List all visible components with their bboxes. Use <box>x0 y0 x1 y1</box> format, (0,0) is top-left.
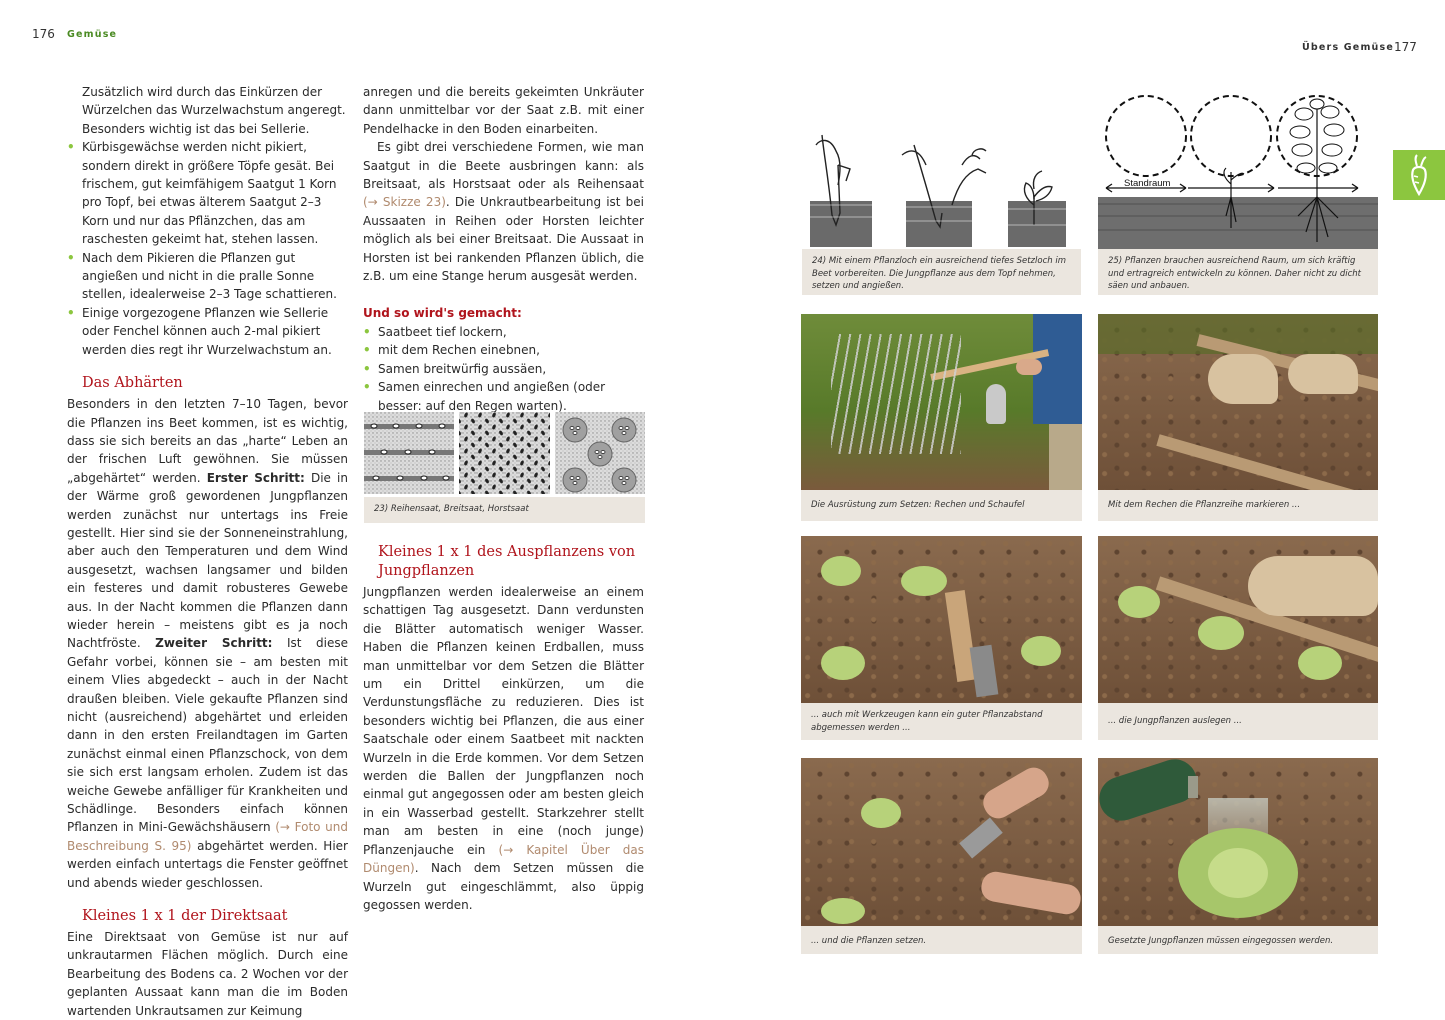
photo-laying-out-plants <box>1098 536 1378 740</box>
photo-3-caption: ... auch mit Werkzeugen kann ein guter Pflanzabstand abgemessen werden ... <box>801 703 1082 740</box>
figure-23 <box>364 412 645 522</box>
intro-paragraph: Zusätzlich wird durch das Einkürzen der Würzelchen das Wurzelwachstum angeregt. Besonders wichtig ist das bei Sellerie. <box>82 85 346 136</box>
heading-direktsaat: Kleines 1 x 1 der Direktsaat <box>82 908 288 925</box>
photo-5-caption: ... und die Pflanzen setzen. <box>801 926 1082 954</box>
sketch-reference-link[interactable]: (→ Skizze 23) <box>363 195 446 210</box>
photo-image <box>801 314 1082 490</box>
column-2-lower <box>363 543 644 914</box>
planting-steps-illustration <box>802 125 1081 249</box>
abhaerten-text: Ist diese Gefahr vorbei, können sie – am besten mit einem Vlies abgedeckt – auch in der Nacht draußen bleiben. Viele gekaufte Pflanzen sind nicht (ausreichend) abgehärtet und erleiden dann in den ersten Freilandtagen im Garten zunächst einmal einen Pflanzschock, von dem sie sich erst langsam erholen. Zudem ist das weiche Gewebe anfälliger für Krankheiten und Schädlinge. Besonders einfach können Pflanzen in Mini-Gewächshäusern <box>67 636 348 835</box>
left-running-head: Gemüse <box>67 29 118 40</box>
column-2 <box>363 83 644 415</box>
carrot-icon <box>1393 150 1445 200</box>
list-item: • Saatbeet tief lockern, <box>363 323 644 341</box>
left-page-number: 176 <box>32 27 55 41</box>
list-item: • Samen einrechen und angießen (oder besser: auf den Regen warten). <box>363 378 644 415</box>
auspflanzen-text: Jungpflanzen werden idealerweise an einem schattigen Tag ausgesetzt. Dann verdunsten die Blätter automatisch weniger Wasser. Haben die Pflanzen keinen Erdballen, muss man unmittelbar vor dem Setzen die Blätter um ein Drittel einkürzen, um die Verdunstungsfläche zu reduzieren. Dies ist besonders wichtig bei Pflanzen, die aus einer Saatschale oder einem Saatbeet mit nackten Wurzeln in die Erde kommen. Vor dem Setzen werden die Ballen der Jungpflanzen noch einmal gut angegossen oder am besten gleich in ein Wasserbad gestellt. Starkzehrer stellt man am besten in eine (noch junge) Pflanzenjauche ein <box>363 585 644 857</box>
photo-4-caption: ... die Jungpflanzen auslegen ... <box>1098 703 1378 740</box>
photo-reference-link[interactable]: (→ Foto und Beschreibung S. 95) <box>67 820 348 853</box>
auspflanzen-text: . Nach dem Setzen müssen die Wurzeln gut eingeschlämmt, also üppig gegossen werden. <box>363 861 644 912</box>
chapter-tab <box>1393 150 1445 200</box>
photo-1-caption: Die Ausrüstung zum Setzen: Rechen und Schaufel <box>801 490 1082 521</box>
saatformen-paragraph <box>363 138 644 285</box>
step2-label: Zweiter Schritt: <box>155 636 273 651</box>
figure-25 <box>1098 92 1378 295</box>
abhaerten-text: Die in der Wärme groß gewordenen Jungpflanzen werden zunächst nur untertags ins Freie gestellt. Hier sind sie der Sonneneinstrahlung, aber auch den Temperaturen und dem Wind ausgesetzt, wachsen langsamer und bilden ein festeres und damit robusteres Gewebe aus. In der Nacht kommen die Pflanzen dann wieder herein – meistens gibt es ja noch Nachtfröste. <box>67 470 348 651</box>
figure-25-caption: 25) Pflanzen brauchen ausreichend Raum, um sich kräftig und ertragreich entwickeln zu können. Daher nicht zu dicht säen und anbauen. <box>1098 249 1378 295</box>
right-page-number: 177 <box>1394 40 1417 54</box>
photo-image <box>1098 758 1378 926</box>
figure-24-caption: 24) Mit einem Pflanzloch ein ausreichend tiefes Setzloch im Beet vorbereiten. Die Jungpflanze aus dem Topf nehmen, setzen und angießen. <box>802 249 1081 295</box>
heading-abhaerten: Das Abhärten <box>82 375 183 392</box>
spacing-illustration <box>1098 92 1378 249</box>
auspflanzen-paragraph <box>363 583 644 914</box>
chapter-reference-link[interactable]: (→ Kapitel Über das Düngen) <box>363 842 644 876</box>
photo-marking-row <box>1098 314 1378 521</box>
abhaerten-text: abgehärtet werden. Hier werden einfach untertags die Fenster geöffnet und abends wieder geschlossen. <box>67 838 348 890</box>
right-running-head: Übers Gemüse <box>1302 42 1395 53</box>
list-item: • Samen breitwürfig aussäen, <box>363 360 644 378</box>
saatformen-text: Es gibt drei verschiedene Formen, wie man Saatgut in die Beete ausbringen kann: als Breitsaat, als Horstsaat oder als Reihensaat <box>363 140 644 192</box>
standraum-label: Standraum <box>1124 178 1171 189</box>
list-item: • Einige vorgezogene Pflanzen wie Sellerie oder Fenchel können auch 2-mal pikiert werden dies regt ihr Wurzelwachstum an. <box>67 304 348 359</box>
photo-image <box>1098 314 1378 490</box>
photo-6-caption: Gesetzte Jungpflanzen müssen eingegossen werden. <box>1098 926 1378 954</box>
figure-23-caption: 23) Reihensaat, Breitsaat, Horstsaat <box>364 497 645 523</box>
list-item: • Nach dem Pikieren die Pflanzen gut angießen und nicht in die pralle Sonne stellen, idealerweise 2–3 Tage schattieren. <box>67 249 348 304</box>
howto-list <box>363 323 644 415</box>
saatformen-text: . Die Unkrautbearbeitung ist bei Aussaaten in Reihen oder Horsten leichter möglich als bei einer Breitsaat. Die Aussaat in Horsten ist bei rankenden Pflanzen üblich, die z.B. um eine Stange herum ausgesät werden. <box>363 195 644 284</box>
abhaerten-text: Besonders in den letzten 7–10 Tagen, bevor die Pflanzen ins Beet kommen, ist es wichtig, dass sie sich bereits an das „harte“ Leben an der frischen Luft gewöhnen. Sie müssen „abgehärtet“ werden. <box>67 397 348 485</box>
list-item: • Kürbisgewächse werden nicht pikiert, sondern direkt in größere Töpfe gesät. Bei frischem, gut keimfähigem Saatgut 1 Korn pro Topf, bei etwas älterem Saatgut 2–3 Korn und nur das Pflänzchen, das am raschesten gekeimt hat, stehen lassen. <box>67 138 348 248</box>
photo-image <box>801 758 1082 926</box>
photo-2-caption: Mit dem Rechen die Pflanzreihe markieren ... <box>1098 490 1378 521</box>
abhaerten-paragraph <box>67 395 348 892</box>
list-item: • mit dem Rechen einebnen, <box>363 341 644 359</box>
direktsaat-paragraph: Eine Direktsaat von Gemüse ist nur auf unkrautarmen Flächen möglich. Durch eine Bearbeitung des Bodens ca. 2 Wochen vor der geplanten Aussaat kann man die im Boden wartenden Unkrautsamen zur Keimung <box>67 930 348 1018</box>
continuation-paragraph: anregen und die bereits gekeimten Unkräuter dann unmittelbar vor der Saat z.B. mit einer Pendelhacke in den Boden einarbeiten. <box>363 85 644 136</box>
heading-auspflanzen: Kleines 1 x 1 des Auspflanzens von Jungpflanzen <box>378 544 636 579</box>
column-1 <box>67 83 348 1020</box>
step1-label: Erster Schritt: <box>206 470 305 485</box>
photo-measuring-spacing <box>801 536 1082 740</box>
photo-watering-plants <box>1098 758 1378 954</box>
photo-image <box>1098 536 1378 703</box>
figure-24 <box>802 125 1081 295</box>
pikieren-list <box>67 138 348 359</box>
sowing-patterns-illustration <box>364 412 645 494</box>
howto-heading: Und so wird's gemacht: <box>363 306 522 321</box>
photo-image <box>801 536 1082 703</box>
photo-setting-plants <box>801 758 1082 954</box>
photo-rake-and-trowel <box>801 314 1082 521</box>
